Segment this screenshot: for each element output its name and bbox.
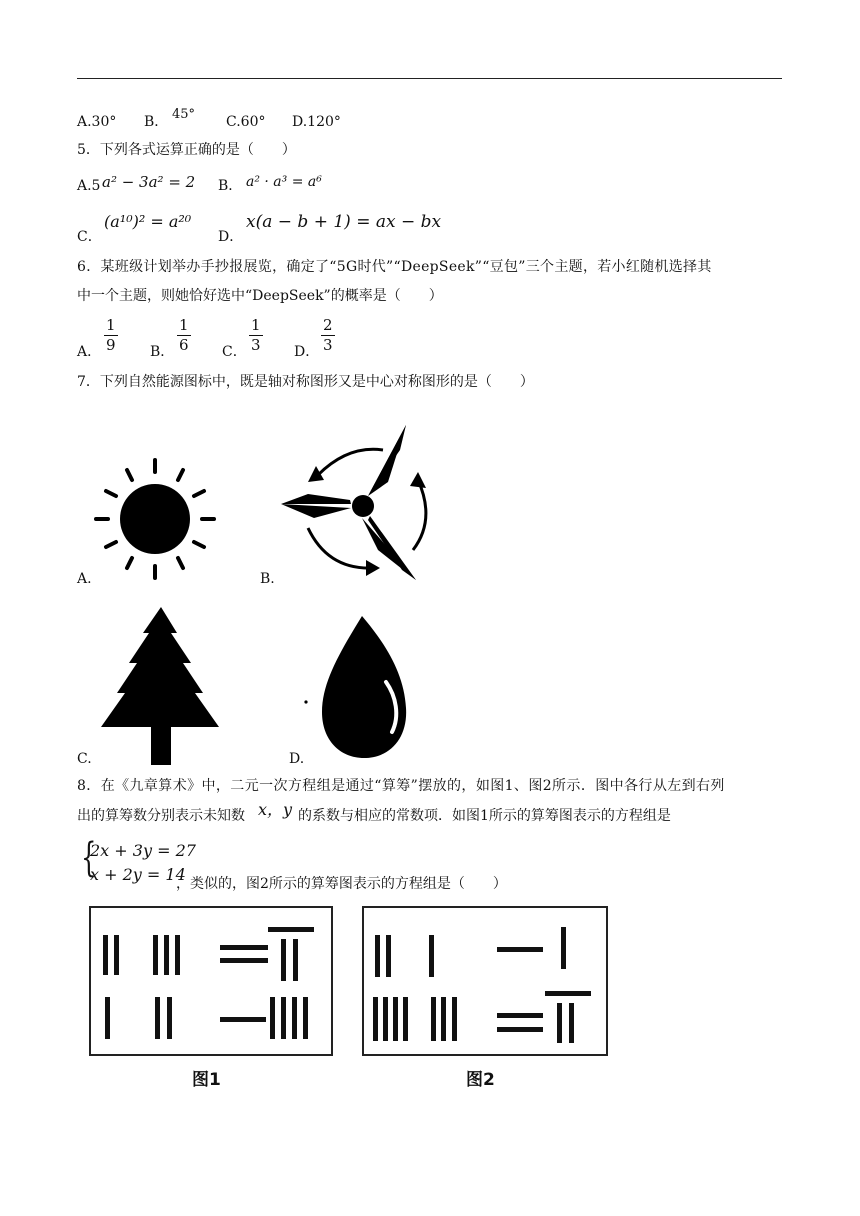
counting-rod-figure-1 [88,905,334,1057]
q4-option-c[interactable]: C.60° [226,114,266,130]
q6-stem-line1: 6．某班级计划举办手抄报展览，确定了“5G时代”“DeepSeek”“豆包”三个主题，若小红随机选择其 [77,259,712,275]
q4-option-b-value: 45° [172,107,196,122]
figure-2-caption: 图2 [466,1070,495,1090]
figure-1-caption: 图1 [192,1070,221,1090]
q7-option-c-label[interactable]: C. [77,751,92,767]
q5-option-d-expr: x(a − b + 1) = ax − bx [246,212,442,232]
q8-stem-line1: 8．在《九章算术》中，二元一次方程组是通过“算筹”摆放的，如图1、图2所示．图中各行从左到右列 [77,778,725,794]
q8-stem-line2-after: 的系数与相应的常数项．如图1所示的算筹图表示的方程组是 [298,808,671,824]
q6-option-b-fraction: 1 6 [179,316,189,354]
q6-option-c-label[interactable]: C． [222,344,247,360]
q8-variables: x，y [258,800,293,819]
q4-option-b-label[interactable]: B． [144,114,169,130]
q5-stem: 5．下列各式运算正确的是（ ） [77,142,296,158]
q6-option-a-fraction: 1 9 [106,316,116,354]
q6-option-c-fraction: 1 3 [251,316,261,354]
q7-stem: 7．下列自然能源图标中，既是轴对称图形又是中心对称图形的是（ ） [77,374,534,390]
header-rule [77,78,782,79]
q5-option-b-label[interactable]: B． [218,178,243,194]
q6-option-a-label[interactable]: A． [77,344,102,360]
q8-equation-1: 2x + 3y = 27 [90,841,196,860]
q5-option-b-expr: a² · a³ = a⁶ [246,174,322,190]
q7-option-a-label[interactable]: A. [77,571,92,587]
q6-option-d-label[interactable]: D． [294,344,320,360]
q5-option-a-expr: a² − 3a² = 2 [102,173,196,191]
tree-icon[interactable] [95,605,225,765]
q4-option-d[interactable]: D.120° [292,114,341,130]
equation-brace: { [81,835,97,881]
q5-option-a-label[interactable]: A.5 [77,178,101,194]
wind-turbine-icon[interactable] [278,420,438,585]
q5-option-c-label[interactable]: C． [77,229,102,245]
counting-rod-figure-2 [361,905,611,1057]
q6-option-b-label[interactable]: B． [150,344,175,360]
q5-option-d-label[interactable]: D． [218,229,244,245]
q6-stem-line2: 中一个主题，则她恰好选中“DeepSeek”的概率是（ ） [77,288,443,304]
q5-option-c-expr: (a¹⁰)² = a²⁰ [104,212,192,231]
q4-option-a[interactable]: A.30° [77,114,117,130]
water-drop-icon[interactable] [300,612,420,762]
q8-equation-2: x + 2y = 14 [90,865,186,884]
q8-stem-line3: ，类似的，图2所示的算筹图表示的方程组是（ ） [176,876,507,892]
q6-option-d-fraction: 2 3 [323,316,333,354]
q7-option-b-label[interactable]: B. [260,571,275,587]
sun-icon[interactable] [88,452,222,586]
q7-option-d-label[interactable]: D. [289,751,305,767]
q8-stem-line2-before: 出的算筹数分别表示未知数 [77,808,245,824]
